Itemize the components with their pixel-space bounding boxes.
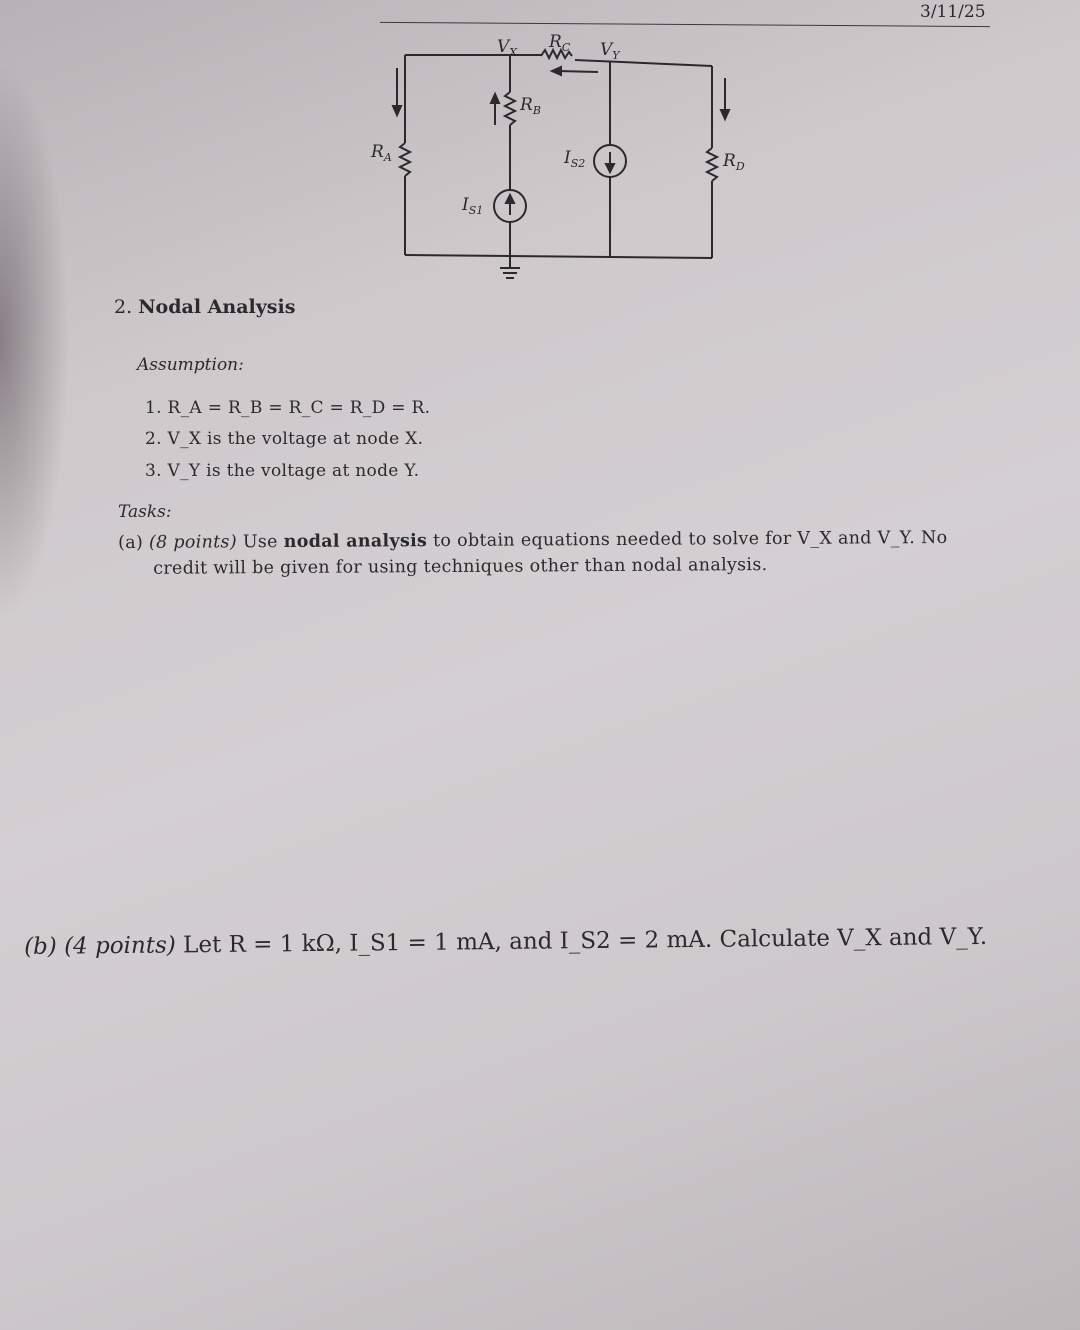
ground-icon: [500, 268, 520, 278]
label-rc: $R_C$: [549, 32, 571, 54]
section-title: Nodal Analysis: [138, 296, 296, 318]
rb-current-arrow-icon: [491, 94, 499, 103]
section-heading: [114, 296, 295, 318]
rc-current-arrow-shaft: [558, 71, 598, 72]
label-vx: $V_X$: [497, 37, 518, 59]
assumption-item-2: 2. V_X is the voltage at node X.: [145, 429, 424, 449]
label-vy: $V_Y$: [600, 40, 620, 62]
task-a-text-3: credit will be given for using techniques other than nodal analysis.: [153, 555, 768, 579]
wire-top-right: [575, 60, 712, 66]
task-a-text-2: to obtain equations needed to solve for V_X and V_Y. No: [432, 527, 948, 552]
resistor-rb: [505, 92, 515, 125]
is1-arrow-icon: [506, 195, 514, 203]
task-a: [118, 524, 1068, 582]
resistor-ra: [400, 143, 410, 176]
label-rd: $R_D$: [723, 151, 745, 173]
task-b-points: (4 points): [63, 932, 176, 960]
ra-current-arrow-icon: [393, 106, 401, 115]
label-ra: $R_A$: [371, 142, 392, 164]
rc-current-arrow-icon: [552, 67, 561, 75]
label-rb: $R_B$: [520, 95, 541, 117]
section-number: 2.: [114, 296, 133, 318]
assumption-item-3: 3. V_Y is the voltage at node Y.: [145, 461, 420, 481]
task-b: [24, 924, 987, 960]
assumption-item-1: 1. R_A = R_B = R_C = R_D = R.: [145, 398, 431, 418]
task-b-prefix: (b): [24, 933, 57, 960]
wire-bottom: [405, 255, 712, 258]
task-b-text: Let R = 1 kΩ, I_S1 = 1 mA, and I_S2 = 2 mA. Calculate V_X and V_Y.: [182, 923, 988, 959]
task-a-bold: nodal analysis: [283, 531, 428, 552]
label-is2: $I_{S2}$: [564, 148, 586, 170]
label-is1: $I_{S1}$: [462, 195, 484, 217]
tasks-label: Tasks:: [118, 502, 172, 522]
is2-arrow-icon: [606, 164, 614, 172]
circuit-diagram: [0, 0, 1080, 300]
task-a-prefix: (a): [118, 532, 144, 553]
task-a-text-1: Use: [242, 532, 278, 553]
rd-current-arrow-icon: [721, 110, 729, 119]
resistor-rd: [707, 148, 717, 181]
date-label: 3/11/25: [920, 2, 986, 22]
assumption-label: Assumption:: [137, 355, 244, 375]
task-a-points: (8 points): [148, 532, 237, 553]
